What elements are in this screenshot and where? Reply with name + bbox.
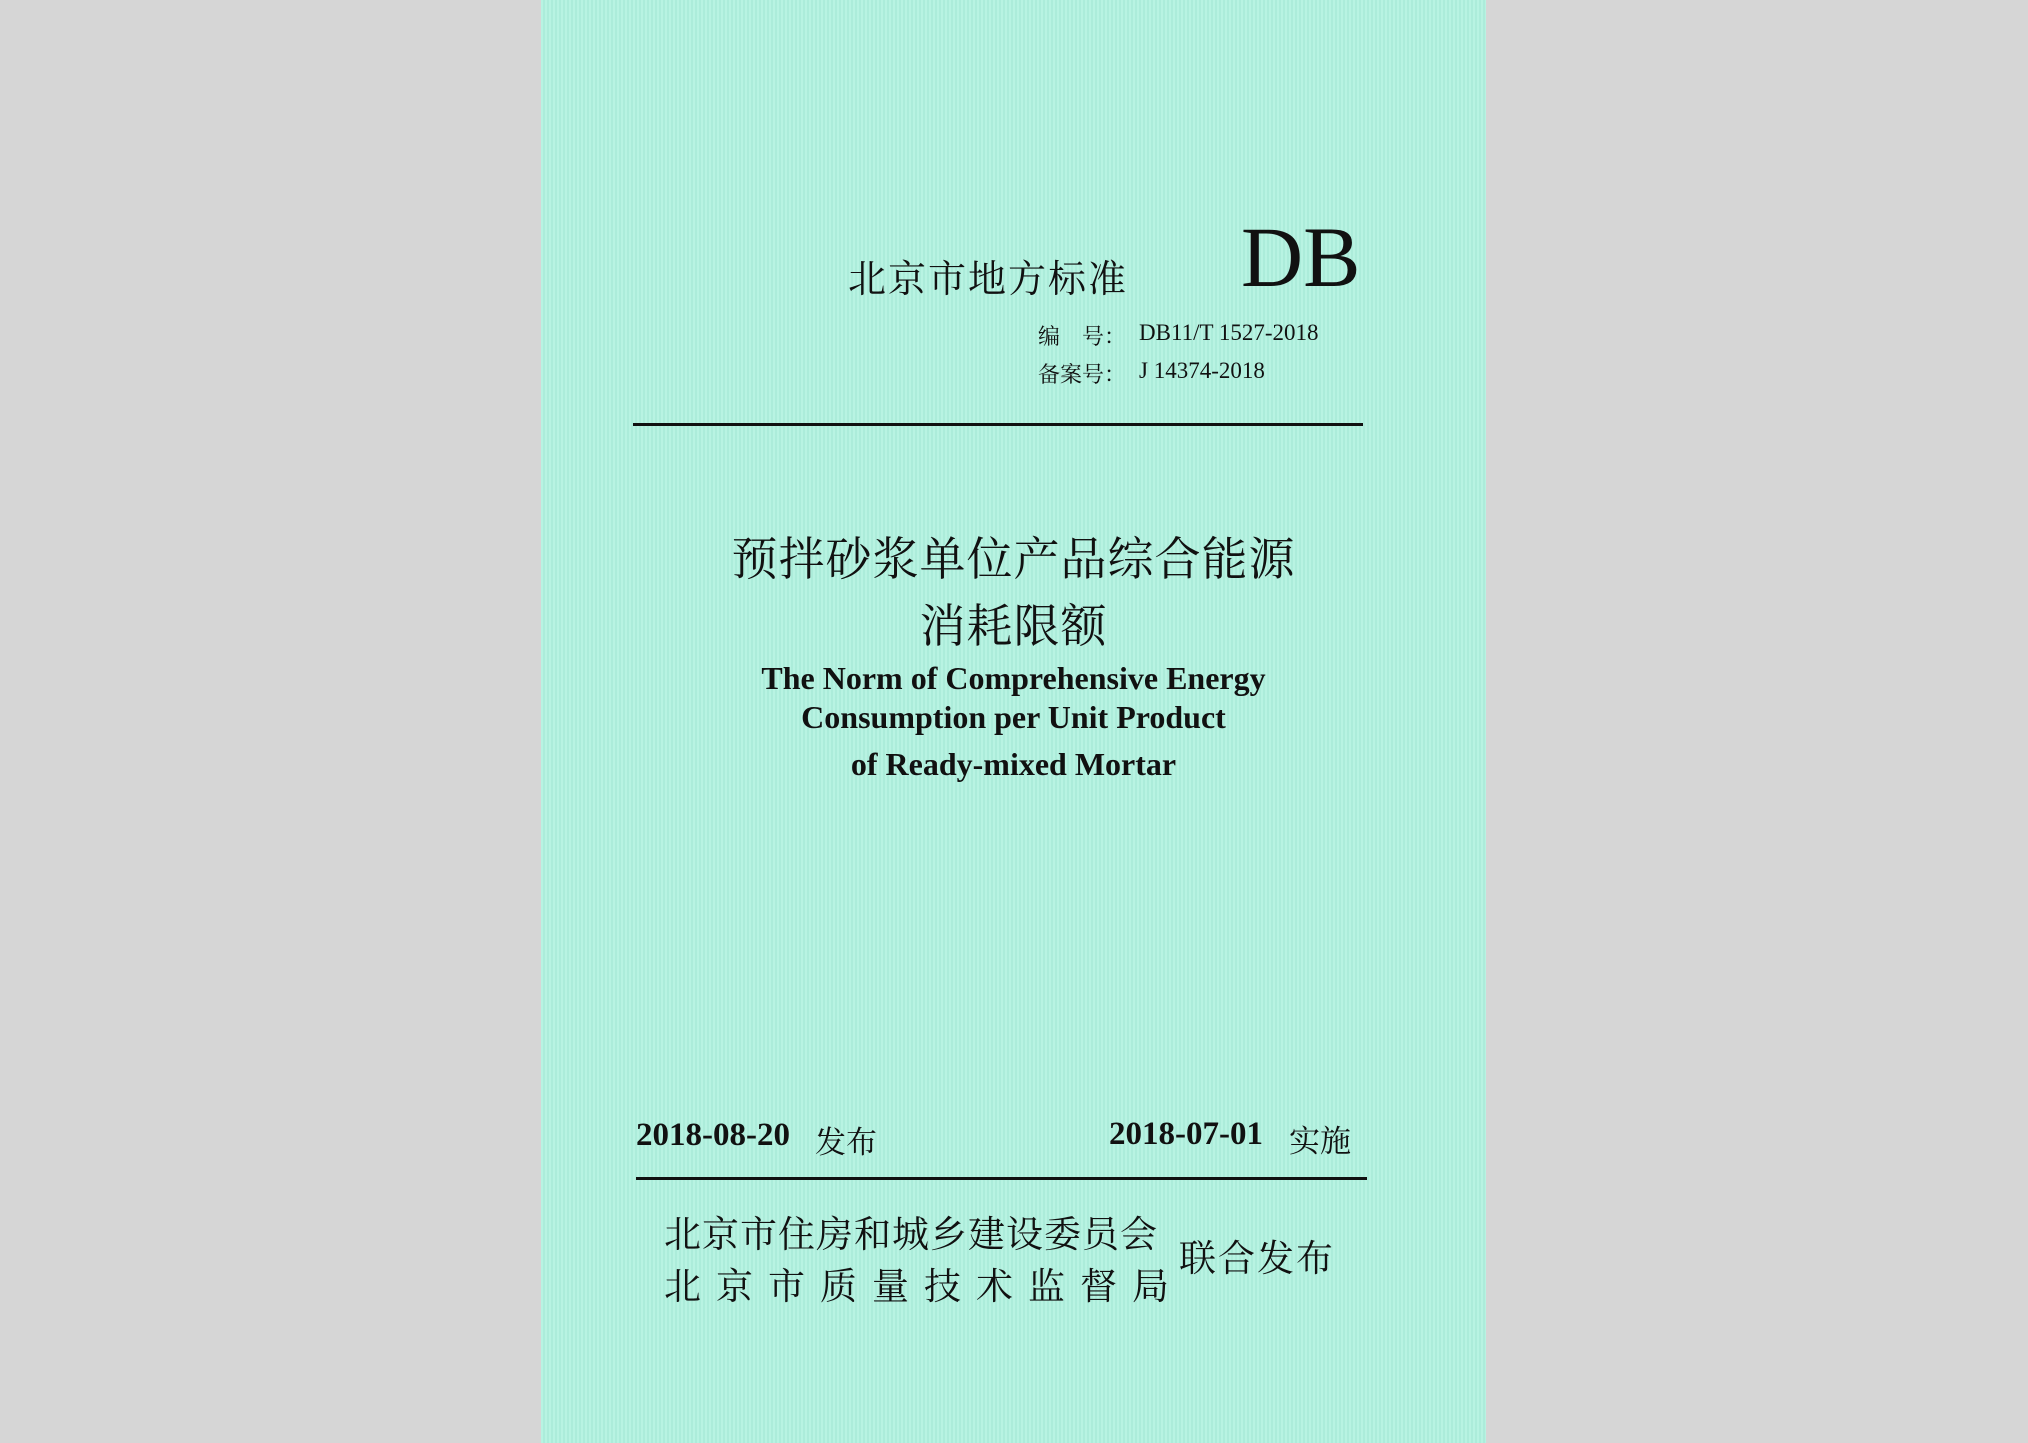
issue-label: 发布	[815, 1125, 877, 1161]
standard-type: 北京市地方标准	[848, 257, 1129, 301]
implementation-label: 实施	[1289, 1124, 1351, 1160]
standard-cover	[541, 0, 1486, 1443]
top-divider	[633, 423, 1363, 426]
implementation-date: 2018-07-01	[1109, 1116, 1263, 1152]
title-en-line-3: of Ready-mixed Mortar	[850, 746, 1177, 782]
title-cn-line-1: 预拌砂浆单位产品综合能源	[731, 532, 1296, 586]
standard-code: DB11/T 1527-2018	[1139, 320, 1319, 345]
publisher-construction-commission: 北京市住房和城乡建设委员会	[664, 1213, 1158, 1256]
joint-release-label: 联合发布	[1179, 1237, 1335, 1280]
db-mark: DB	[1241, 209, 1361, 305]
issue-date: 2018-08-20	[636, 1117, 790, 1153]
title-en-line-1: The Norm of Comprehensive Energy	[761, 660, 1266, 696]
title-en-line-2: Consumption per Unit Product	[801, 699, 1226, 735]
publisher-quality-bureau: 北京市质量技术监督局	[664, 1265, 1184, 1308]
record-number: J 14374-2018	[1139, 358, 1265, 383]
code-label: 编 号：	[1038, 325, 1127, 350]
record-label: 备案号：	[1038, 363, 1127, 388]
bottom-divider	[636, 1177, 1367, 1180]
title-cn-line-2: 消耗限额	[919, 599, 1108, 653]
